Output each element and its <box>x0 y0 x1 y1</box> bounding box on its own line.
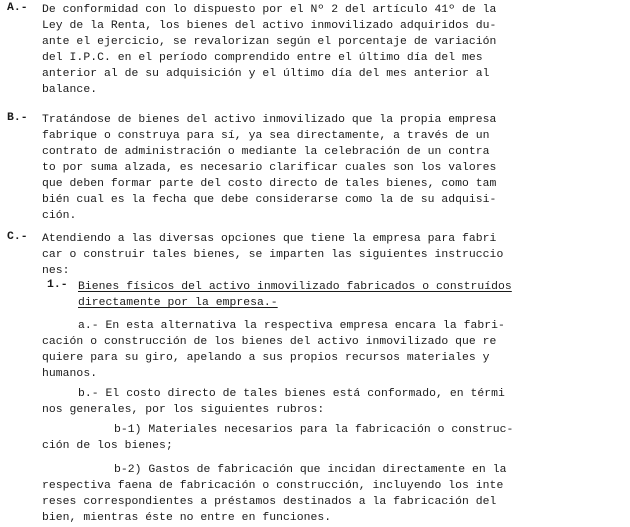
paragraph-line: balance. <box>42 84 98 96</box>
heading-line: Bienes físicos del activo inmovilizado fabricados o construídos <box>78 281 512 293</box>
item-b1-paragraph <box>42 422 513 454</box>
heading-line: directamente por la empresa.- <box>78 297 278 309</box>
paragraph-line: Tratándose de bienes del activo inmovilizado que la propia empresa <box>42 114 497 126</box>
section-b-paragraph <box>42 112 496 224</box>
paragraph-line: ción de los bienes; <box>42 440 173 452</box>
paragraph-line: b-1) Materiales necesarios para la fabricación o construc- <box>114 424 514 436</box>
paragraph-line: quiere para su giro, apelando a sus propios recursos materiales y <box>42 352 490 364</box>
item-1-marker: 1.- <box>47 279 68 291</box>
paragraph-line: Atendiendo a las diversas opciones que tiene la empresa para fabri <box>42 233 497 245</box>
paragraph-line: contrato de administración o mediante la celebración de un contra <box>42 146 490 158</box>
paragraph-line: bién cual es la fecha que debe considerarse como la de su adquisi- <box>42 194 497 206</box>
section-c-paragraph <box>42 231 503 279</box>
paragraph-line: anterior al de su adquisición y el último día del mes anterior al <box>42 68 490 80</box>
paragraph-line: ción. <box>42 210 77 222</box>
paragraph-line: respectiva faena de fabricación o construcción, incluyendo los inte <box>42 480 504 492</box>
paragraph-line: ante el ejercicio, se revalorizan según el porcentaje de variación <box>42 36 497 48</box>
paragraph-line: b-2) Gastos de fabricación que incidan directamente en la <box>114 464 507 476</box>
section-a-paragraph <box>42 2 496 98</box>
section-a-marker: A.- <box>7 2 28 14</box>
item-b2-paragraph <box>42 462 506 526</box>
paragraph-line: b.- El costo directo de tales bienes está conformado, en térmi <box>78 388 505 400</box>
paragraph-line: que deben formar parte del costo directo de tales bienes, como tam <box>42 178 497 190</box>
item-1-heading <box>78 279 512 311</box>
section-b-marker: B.- <box>7 112 28 124</box>
paragraph-line: Ley de la Renta, los bienes del activo inmovilizado adquiridos du- <box>42 20 497 32</box>
paragraph-line: reses correspondientes a préstamos destinados a la fabricación del <box>42 496 497 508</box>
paragraph-line: nos generales, por los siguientes rubros: <box>42 404 325 416</box>
paragraph-line: cación o construcción de los bienes del activo inmovilizado que re <box>42 336 497 348</box>
paragraph-line: De conformidad con lo dispuesto por el Nº 2 del artículo 41º de la <box>42 4 497 16</box>
paragraph-line: a.- En esta alternativa la respectiva empresa encara la fabri- <box>78 320 505 332</box>
paragraph-line: del I.P.C. en el período comprendido entre el último día del mes <box>42 52 483 64</box>
item-b-paragraph <box>42 386 505 418</box>
paragraph-line: to por suma alzada, es necesario clarificar cuales son los valores <box>42 162 497 174</box>
paragraph-line: car o construir tales bienes, se imparten las siguientes instruccio <box>42 249 504 261</box>
paragraph-line: humanos. <box>42 368 98 380</box>
paragraph-line: bien, mientras éste no entre en funciones. <box>42 512 332 524</box>
paragraph-line: fabrique o construya para sí, ya sea directamente, a través de un <box>42 130 490 142</box>
paragraph-line: nes: <box>42 265 70 277</box>
item-a-paragraph <box>42 318 505 382</box>
section-c-marker: C.- <box>7 231 28 243</box>
